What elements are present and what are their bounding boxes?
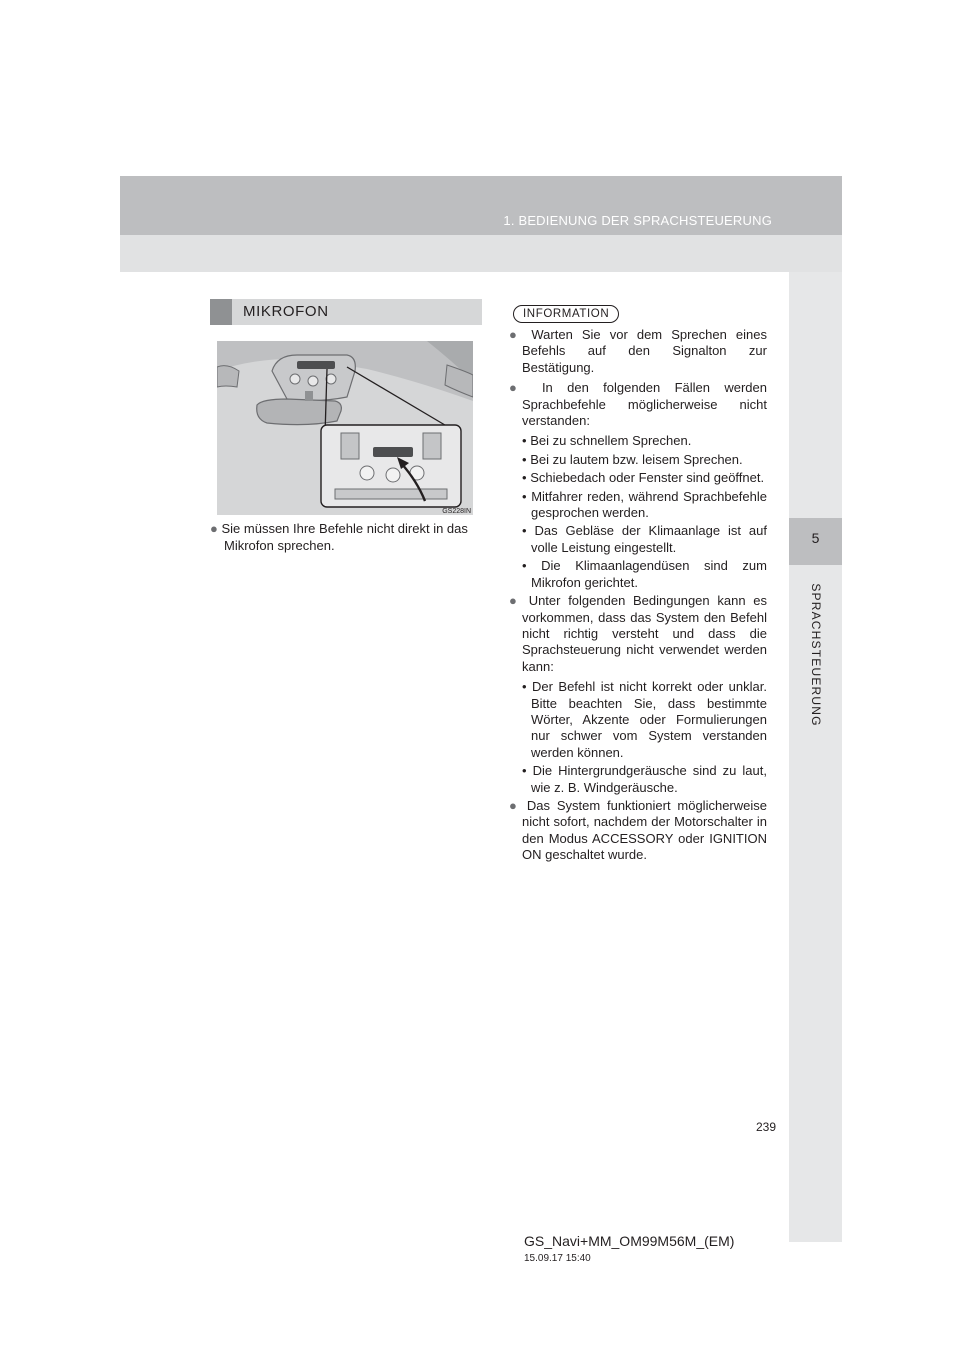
running-header: 1. BEDIENUNG DER SPRACHSTEUERUNG [503, 213, 772, 228]
bullet: ● [509, 593, 521, 609]
microphone-note-text: Sie müssen Ihre Befehle nicht direkt in das Mikrofon sprechen. [221, 521, 468, 553]
sub-bullet: • [522, 470, 527, 486]
header-subband [120, 235, 842, 272]
information-sub-item [509, 452, 767, 468]
information-item-text: In den folgenden Fällen werden Sprachbefehle möglicherweise nicht verstanden: [522, 380, 767, 429]
information-sub-item-text: Der Befehl ist nicht korrekt oder unklar. Bitte beachten Sie, dass bestimmte Wörter, Akzente oder Formulierungen nur schwer vom System verstanden werden können. [531, 679, 767, 760]
information-sub-item [509, 489, 767, 522]
microphone-note [210, 521, 499, 554]
bullet: ● [509, 327, 523, 342]
chapter-label: SPRACHSTEUERUNG [809, 583, 823, 727]
sub-bullet: • [522, 679, 527, 695]
sub-bullet: • [522, 763, 527, 779]
information-tab: INFORMATION [513, 305, 619, 323]
section-title: MIKROFON [243, 303, 329, 320]
information-sub-item [509, 433, 767, 449]
sub-bullet: • [522, 451, 527, 467]
bullet: ● [210, 521, 218, 536]
information-sub-item-text: Schiebedach oder Fenster sind geöffnet. [530, 470, 765, 486]
information-item [509, 327, 767, 376]
information-sub-item [509, 470, 767, 486]
sub-bullet: • [522, 433, 527, 449]
information-sub-item-text: Das Gebläse der Klimaanlage ist auf volle Leistung eingestellt. [531, 523, 767, 555]
information-sub-item [509, 763, 767, 796]
information-item-text: Unter folgenden Bedingungen kann es vorkommen, dass das System den Befehl nicht richtig versteht und dass die Sprachsteuerung nicht verwendet werden kann: [522, 593, 767, 674]
chapter-number: 5 [811, 530, 820, 546]
sub-bullet: • [522, 488, 527, 504]
information-sub-item-text: Bei zu lautem bzw. leisem Sprechen. [530, 451, 743, 467]
bullet: ● [509, 797, 521, 813]
information-item-text: Das System funktioniert möglicherweise nicht sofort, nachdem der Motorschalter in den Modus ACCESSORY oder IGNITION ON geschaltet wurde. [522, 797, 767, 863]
illustration-code: GS228IN [442, 508, 471, 515]
information-item [509, 798, 767, 864]
information-sub-item-text: Die Klimaanlagendüsen sind zum Mikrofon gerichtet. [531, 558, 767, 590]
information-item [509, 380, 767, 429]
footer-document-code: GS_Navi+MM_OM99M56M_(EM) [524, 1233, 735, 1249]
section-heading-marker [210, 299, 232, 325]
information-sub-item-text: Mitfahrer reden, während Sprachbefehle gesprochen werden. [531, 488, 767, 521]
footer-timestamp: 15.09.17 15:40 [524, 1253, 591, 1264]
information-sub-item [509, 523, 767, 556]
page-number: 239 [755, 1120, 776, 1134]
information-item-text: Warten Sie vor dem Sprechen eines Befehls auf den Signalton zur Bestätigung. [522, 327, 767, 375]
sub-bullet: • [522, 523, 527, 539]
chapter-side-rail [789, 272, 842, 1242]
information-list [509, 327, 767, 868]
bullet: ● [509, 380, 528, 396]
information-sub-item-text: Bei zu schnellem Sprechen. [530, 433, 692, 449]
information-sub-item [509, 679, 767, 761]
sub-bullet: • [522, 558, 527, 574]
information-item [509, 593, 767, 675]
information-sub-item-text: Die Hintergrundgeräusche sind zu laut, wie z. B. Windgeräusche. [531, 763, 767, 795]
overhead-console-microphone-illustration [217, 341, 473, 515]
information-sub-item [509, 558, 767, 591]
